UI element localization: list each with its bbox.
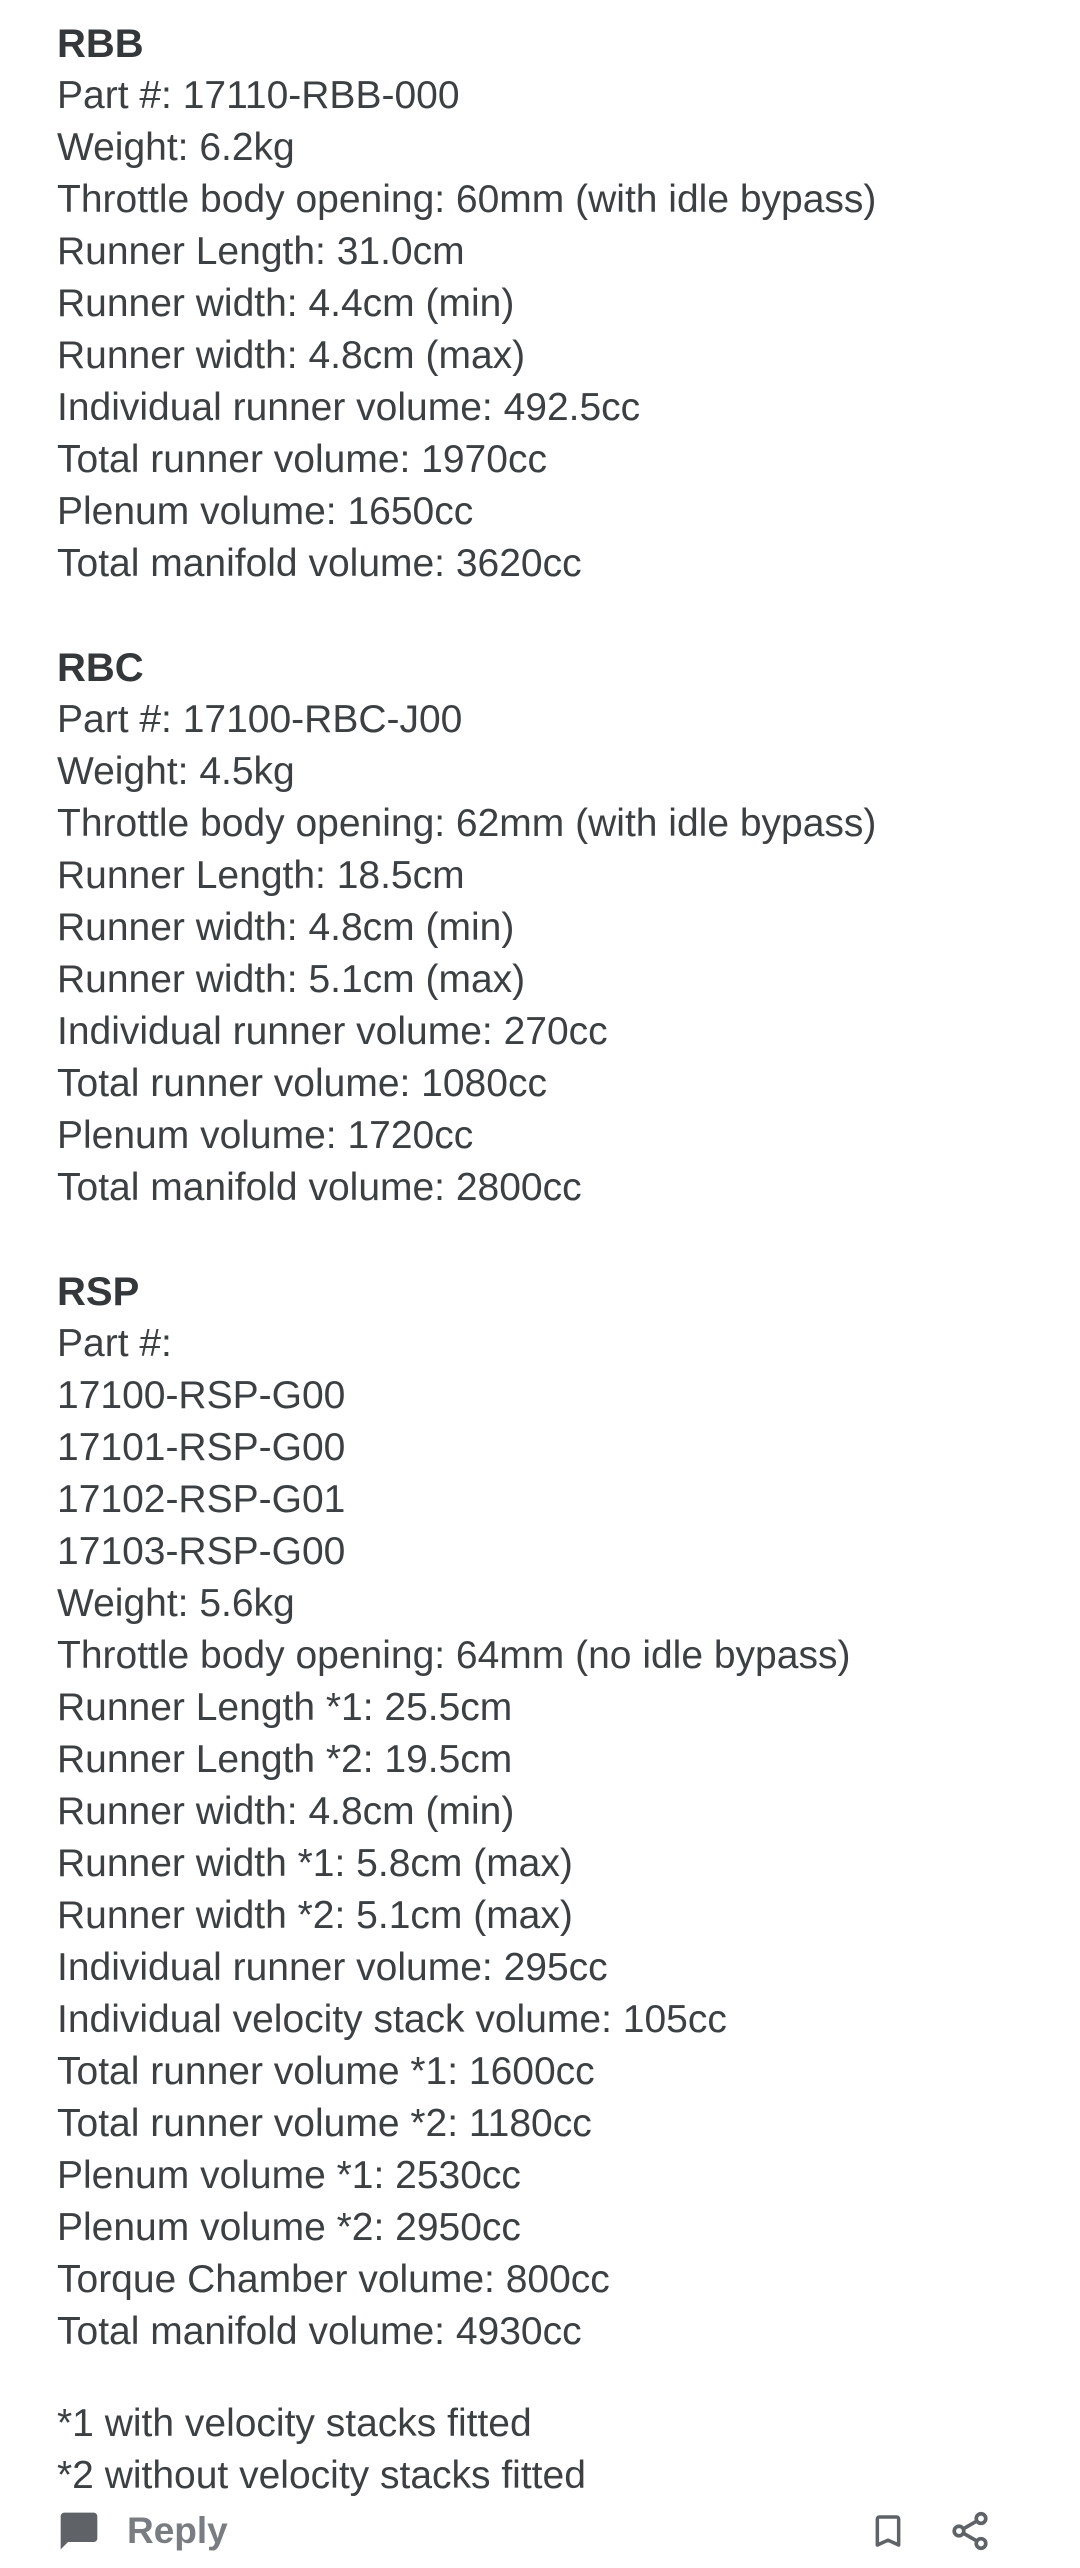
spec-line: Runner width: 4.4cm (min) <box>57 282 515 325</box>
spec-line: Plenum volume *1: 2530cc <box>57 2154 521 2197</box>
spec-line: Runner width *1: 5.8cm (max) <box>57 1842 573 1885</box>
spec-line: Throttle body opening: 62mm (with idle bypass) <box>57 802 877 845</box>
spec-line: Runner width: 4.8cm (max) <box>57 334 526 377</box>
spec-line: Part #: 17110-RBB-000 <box>57 74 460 117</box>
spec-line: Runner width: 4.8cm (min) <box>57 906 515 949</box>
spec-line: 17101-RSP-G00 <box>57 1426 346 1469</box>
spec-line: Part #: <box>57 1322 172 1365</box>
reply-label: Reply <box>127 2510 228 2551</box>
spec-line: Throttle body opening: 64mm (no idle bypass) <box>57 1634 851 1677</box>
spec-line: Individual runner volume: 295cc <box>57 1946 608 1989</box>
spec-line: Runner width *2: 5.1cm (max) <box>57 1894 573 1937</box>
spec-line: Runner Length: 18.5cm <box>57 854 465 897</box>
spec-line: 17100-RSP-G00 <box>57 1374 346 1417</box>
footnote-line: *2 without velocity stacks fitted <box>57 2454 586 2497</box>
spec-line: Individual runner volume: 492.5cc <box>57 386 641 429</box>
spec-line: Runner width: 5.1cm (max) <box>57 958 526 1001</box>
spec-line: Weight: 6.2kg <box>57 126 295 169</box>
spec-line: Total manifold volume: 4930cc <box>57 2310 582 2353</box>
spec-line: Weight: 4.5kg <box>57 750 295 793</box>
spec-line: Total manifold volume: 3620cc <box>57 542 582 585</box>
action-icons <box>868 2509 992 2553</box>
spec-line: Plenum volume: 1720cc <box>57 1114 474 1157</box>
spec-line: 17102-RSP-G01 <box>57 1478 346 1521</box>
section-heading: RSP <box>57 1270 140 1314</box>
spec-section-rbb <box>57 18 1040 590</box>
section-heading: RBC <box>57 646 144 690</box>
spec-line: Total runner volume *2: 1180cc <box>57 2102 592 2145</box>
spec-section-rsp <box>57 1266 1040 2358</box>
comment-bubble-icon <box>57 2509 101 2553</box>
footnotes <box>57 2398 1040 2502</box>
spec-line: Total manifold volume: 2800cc <box>57 1166 582 1209</box>
spec-line: Part #: 17100-RBC-J00 <box>57 698 463 741</box>
spec-section-rbc <box>57 642 1040 1214</box>
footnote-line: *1 with velocity stacks fitted <box>57 2402 532 2445</box>
comment-action-bar <box>0 2502 1080 2568</box>
spec-line: Runner width: 4.8cm (min) <box>57 1790 515 1833</box>
spec-line: Runner Length: 31.0cm <box>57 230 465 273</box>
spec-line: Torque Chamber volume: 800cc <box>57 2258 610 2301</box>
spec-line: Runner Length *1: 25.5cm <box>57 1686 513 1729</box>
spec-line: Plenum volume *2: 2950cc <box>57 2206 521 2249</box>
spec-line: Total runner volume *1: 1600cc <box>57 2050 595 2093</box>
spec-line: Total runner volume: 1080cc <box>57 1062 547 1105</box>
spec-line: Total runner volume: 1970cc <box>57 438 547 481</box>
reply-button[interactable] <box>57 2509 228 2553</box>
spec-line: Runner Length *2: 19.5cm <box>57 1738 513 1781</box>
spec-line: Individual velocity stack volume: 105cc <box>57 1998 727 2041</box>
spec-line: Weight: 5.6kg <box>57 1582 295 1625</box>
spec-line: Individual runner volume: 270cc <box>57 1010 608 1053</box>
spec-line: Plenum volume: 1650cc <box>57 490 474 533</box>
spec-sections <box>57 18 1040 2358</box>
spec-line: Throttle body opening: 60mm (with idle bypass) <box>57 178 877 221</box>
section-heading: RBB <box>57 22 144 66</box>
bookmark-icon[interactable] <box>868 2509 908 2553</box>
spec-line: 17103-RSP-G00 <box>57 1530 346 1573</box>
share-icon[interactable] <box>948 2509 992 2553</box>
